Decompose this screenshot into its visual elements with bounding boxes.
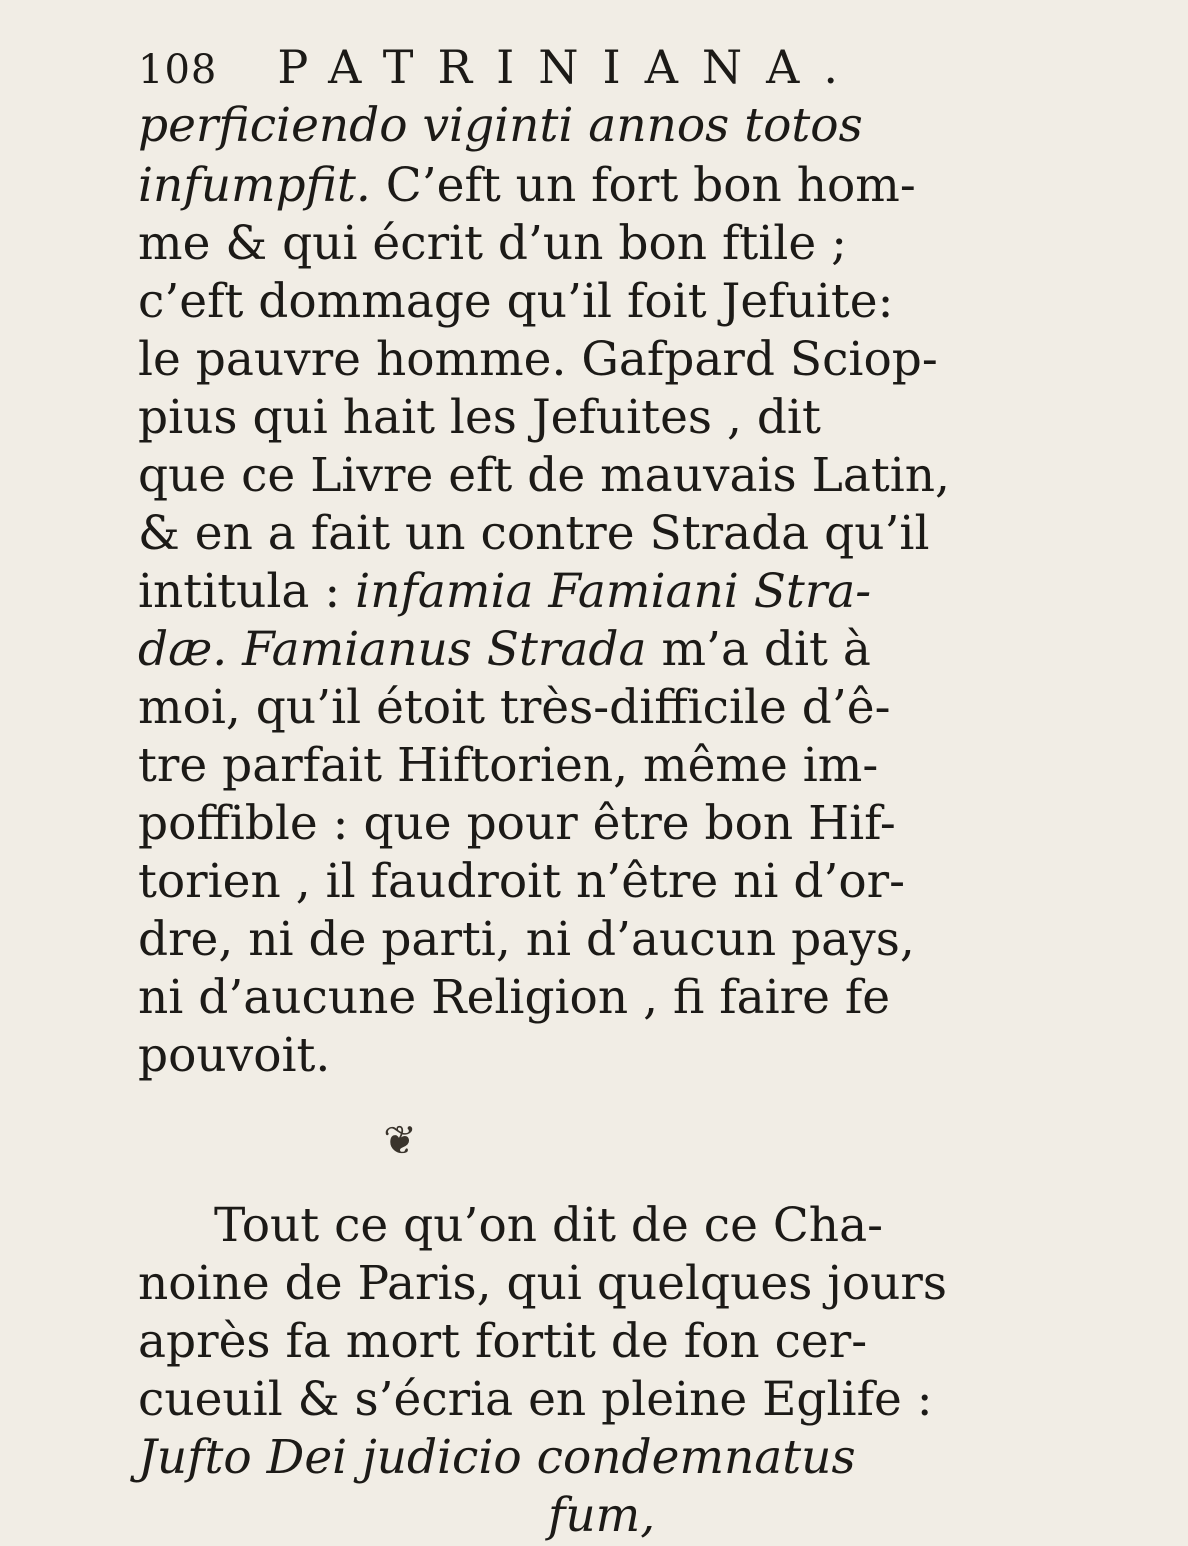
text-line: poffible : que pour être bon Hif- <box>138 796 896 851</box>
text-line: & en a fait un contre Strada qu’il <box>138 506 930 561</box>
running-header <box>138 40 863 96</box>
text-line: torien , il faudroit n’être ni d’or- <box>138 854 906 909</box>
text-line: après fa mort fortit de fon cer- <box>138 1314 868 1369</box>
text-line <box>138 156 916 216</box>
text-line: noine de Paris, qui quelques jours <box>138 1256 947 1311</box>
text-line: ni d’aucune Religion , fi faire fe <box>138 970 891 1025</box>
text-line: tre parfait Hiftorien, même im- <box>138 738 879 793</box>
page-number: 108 <box>138 47 218 93</box>
text-line: cueuil & s’écria en pleine Eglife : <box>138 1372 933 1427</box>
running-title: PATRINIANA. <box>277 40 863 94</box>
text-span: intitula : <box>138 564 356 619</box>
text-line: me & qui écrit d’un bon ftile ; <box>138 216 847 271</box>
text-line: Tout ce qu’on dit de ce Cha- <box>214 1198 883 1253</box>
text-line: pius qui hait les Jefuites , dit <box>138 390 821 445</box>
text-span: dæ. Famianus Strada <box>138 622 647 677</box>
text-line: que ce Livre eft de mauvais Latin, <box>138 448 950 503</box>
text-line: c’eft dommage qu’il foit Jefuite: <box>138 274 894 329</box>
text-line: dre, ni de parti, ni d’aucun pays, <box>138 912 915 967</box>
text-line: le pauvre homme. Gafpard Sciop- <box>138 332 938 387</box>
text-span: infumpfit. <box>138 158 371 213</box>
text-line: perficiendo viginti annos totos <box>138 98 863 153</box>
text-line <box>138 620 871 680</box>
text-span: C’eft un fort bon hom- <box>370 158 916 213</box>
text-line: Jufto Dei judicio condemnatus <box>138 1430 856 1485</box>
text-line: fum, <box>548 1488 656 1543</box>
fleuron-ornament: ❦ <box>383 1118 417 1164</box>
text-line <box>138 562 872 622</box>
text-line: pouvoit. <box>138 1028 331 1083</box>
text-span: m’a dit à <box>646 622 871 677</box>
text-span: infamia Famiani Stra- <box>355 564 872 619</box>
text-line: moi, qu’il étoit très-difficile d’ê- <box>138 680 891 735</box>
